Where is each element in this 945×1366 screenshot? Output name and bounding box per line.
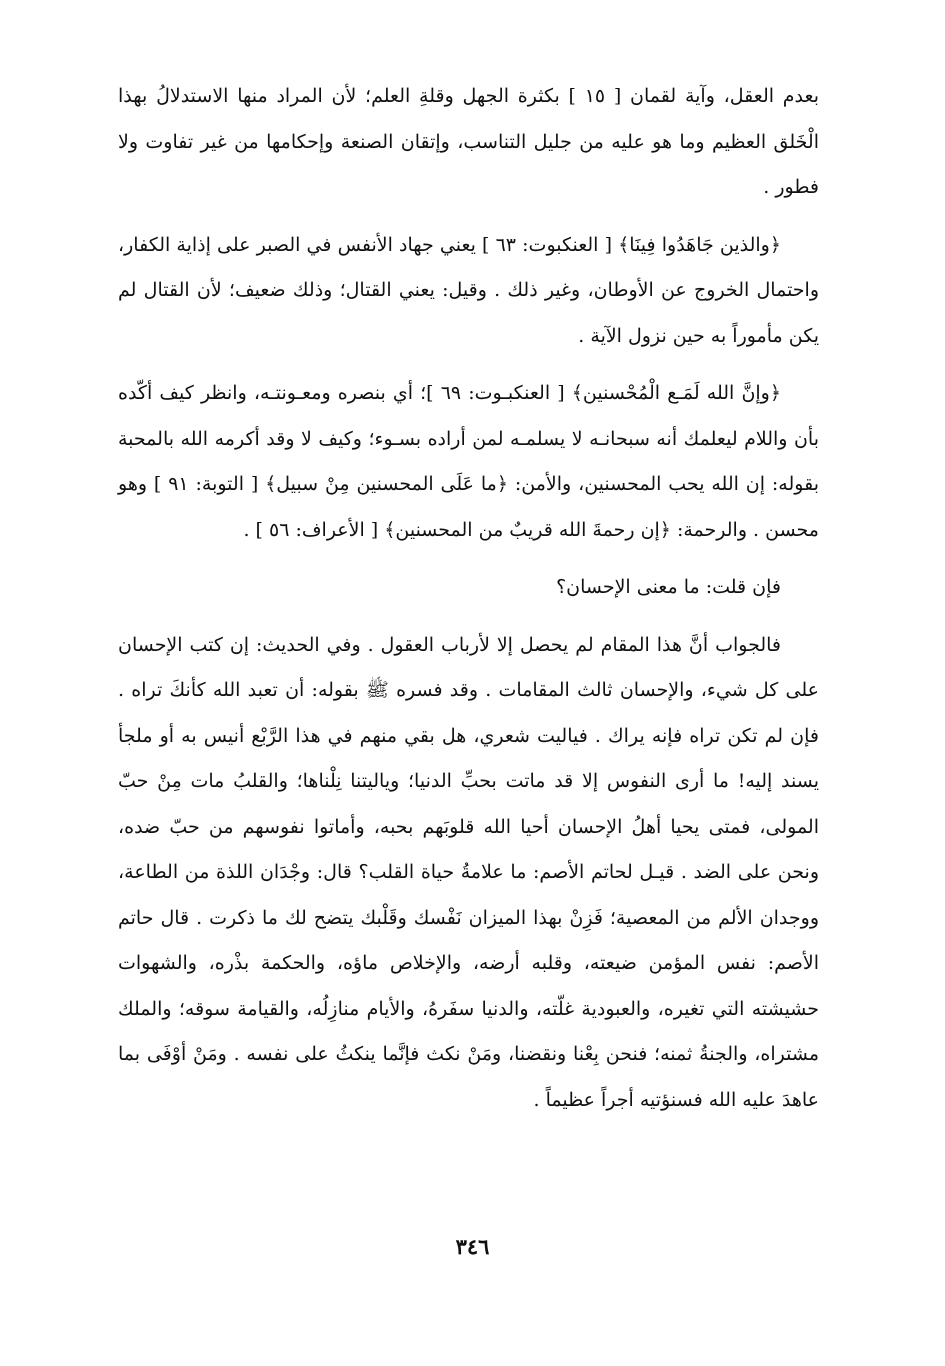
paragraph-5: فالجواب أنَّ هذا المقام لم يحصل إلا لأرباب العقول . وفي الحديث: إن كتب الإحسان على كل شيء، والإحسان ثالث المقامات . وقد فسره ﷺ بقوله: أن تعبد الله كأنكَ تراه . فإن لم تكن تراه فإنه يراك . فياليت شعري، هل بقي منهم في هذا الرَّبْع أنيس به أو ملجأ يسند إليه! ما أرى النفوس إلا قد ماتت بحبِّ الدنيا؛ وياليتنا نِلْناها؛ والقلبُ مات مِنْ حبّ المولى، فمتى يحيا أهلُ الإحسان أحيا الله قلوبَهم بحبه، وأماتوا نفوسهم من حبّ ضده، ونحن على الضد . قيـل لحاتم الأصم: ما علامةُ حياة القلب؟ قال: وجْدَان اللذة من الطاعة، ووجدان الألم من المعصية؛ فَزِنْ بهذا الميزان نَفْسك وقَلْبك يتضح لك ما ذكرت . قال حاتم الأصم: نفس المؤمن ضيعته، وقلبه أرضه، والإخلاص ماؤه، والحكمة بذْره، والشهوات حشيشته التي تغيره، والعبودية غلّته، والدنيا سفَرهُ، والأيام منازِلُه، والقيامة سوقه؛ والملك مشتراه، والجنةُ ثمنه؛ فنحن بِعْنا ونقضنا، ومَنْ نكث فإنَّما ينكثُ على نفسه . ومَنْ أوْفَى بما عاهدَ عليه الله فسنؤتيه أجراً عظيماً . [118,633,819,1111]
paragraph-2: ﴿والذين جَاهَدُوا فِينَا﴾ [ العنكبوت: ٦٣ ] يعني جهاد الأنفس في الصبر على إذاية الكفار، واحتمال الخروج عن الأوطان، وغير ذلك . وقيل: يعني القتال؛ وذلك ضعيف؛ لأن القتال لم يكن مأموراً به حين نزول الآية . [118,233,819,347]
paragraph-3: ﴿وإنَّ الله لَمَـع الْمُحْسنين﴾ [ العنكبـوت: ٦٩ ]؛ أي بنصره ومعـونتـه، وانظر كيف أكّده بأن واللام ليعلمك أنه سبحانـه لا يسلمـه لمن أراده بسـوء؛ وكيف لا وقد أكرمه الله بالمحبة بقوله: إن الله يحب المحسنين، والأمن: ﴿ما عَلَى المحسنين مِنْ سبيل﴾ [ التوبة: ٩١ ] وهو محسن . والرحمة: ﴿إن رحمةَ الله قريبٌ من المحسنين﴾ [ الأعراف: ٥٦ ] . [118,382,819,541]
paragraph-1: بعدم العقل، وآية لقمان [ ١٥ ] بكثرة الجهل وقلةِ العلم؛ لأن المراد منها الاستدلالُ بهذا الْخَلق العظيم وما هو عليه من جليل التناسب، وإتقان الصنعة وإحكامها من غير تفاوت ولا فطور . [118,85,819,198]
page-body-text [118,74,819,1135]
paragraph-4: فإن قلت: ما معنى الإحسان؟ [556,576,781,598]
page-number: ٣٤٦ [455,1234,490,1259]
